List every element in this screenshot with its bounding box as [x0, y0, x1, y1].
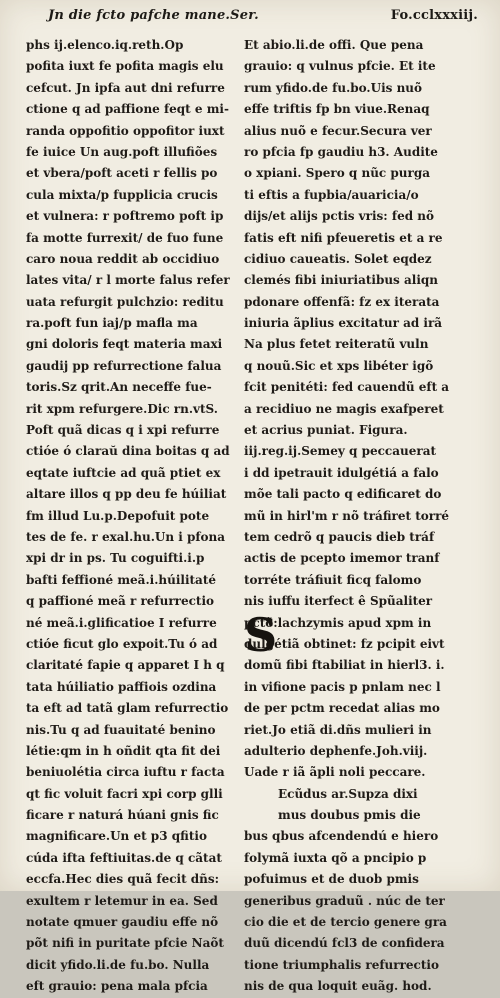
- text-line: Et abio.li.de offi. Que pena: [244, 38, 424, 52]
- text-line: folymã iuxta qõ a pncipio p: [244, 850, 427, 865]
- text-line: ra.poft fun iaj/p mafla ma: [26, 316, 198, 331]
- text-line: eqtate iuftcie ad quã ptiet ex: [26, 465, 221, 480]
- text-line: dijs/et alijs pctis vris: fed nõ: [244, 209, 434, 224]
- page-header: [48, 8, 478, 23]
- text-line: et vbera/poft aceti r fellis po: [26, 166, 218, 181]
- text-line: fe iuice Un aug.poft illufiões: [26, 144, 218, 159]
- text-line: tes de fe. r exal.hu.Un i pfona: [26, 529, 226, 544]
- text-line: caro noua reddit ab occidiuo: [26, 251, 220, 266]
- text-line: ta eft ad tatã glam refurrectio: [26, 701, 229, 716]
- text-line: xpi dr in ps. Tu coguifti.i.p: [26, 551, 205, 566]
- text-line: claritaté fapie q apparet I h q: [26, 658, 225, 673]
- text-line: riet.Jo etiã di.dñs mulieri in: [244, 722, 432, 737]
- text-line: toris.Sz qrit.An neceffe fue-: [26, 380, 212, 395]
- text-line: torréte tráfiuit ficq falomo: [244, 572, 422, 587]
- text-line: fa motte furrexit/ de fuo fune: [26, 230, 224, 245]
- text-line: alius nuõ e fecur.Secura ver: [244, 123, 432, 138]
- text-line: pofita iuxt fe pofita magis elu: [26, 59, 224, 74]
- text-line: randa oppofitio oppofitor iuxt: [26, 123, 225, 138]
- bottom-margin: [0, 790, 500, 891]
- text-line: létie:qm in h oñdit qta fit dei: [26, 743, 221, 758]
- drop-cap-initial: S: [244, 608, 278, 662]
- text-line: o xpiani. Spero q nũc purga: [244, 166, 430, 181]
- text-line: mũ in hirl'm r nõ tráfiret torré: [244, 508, 450, 523]
- text-line: fcit penitéti: fed cauendũ eft a: [244, 380, 450, 395]
- text-line: q paffioné meã r refurrectio: [26, 594, 215, 609]
- text-line: nis iuffu iterfect ê Spũaliter: [244, 594, 433, 609]
- text-line: cefcut. Jn ipfa aut dni refurre: [26, 80, 225, 95]
- text-line: fm illud Lu.p.Depofuit pote: [26, 508, 210, 523]
- text-line: phs ij.elenco.iq.reth.Op: [26, 38, 184, 52]
- text-line: duũ dicendú fcl3 de confidera: [244, 936, 445, 951]
- text-line: actis de pcepto imemor tranf: [244, 551, 440, 566]
- text-line: bus qbus afcendendú e hiero: [244, 829, 439, 844]
- text-line: nis.Tu q ad fuauitaté benino: [26, 722, 216, 737]
- text-line: ro pfcia fp gaudiu h3. Audite: [244, 144, 438, 159]
- text-line: lates vita/ r l morte falus refer: [26, 273, 230, 288]
- text-line: iniuria ãplius excitatur ad irã: [244, 316, 443, 331]
- text-line: eft grauio: pena mala pfcia: [26, 979, 208, 994]
- text-line: beniuolétia circa iuftu r facta: [26, 765, 225, 780]
- text-line: iij.reg.ij.Semey q peccauerat: [244, 444, 437, 459]
- text-line: pofuimus et de duob pmis: [244, 872, 419, 887]
- text-line: in vifione pacis p pnlam nec l: [244, 679, 441, 694]
- text-line: q nouũ.Sic et xps libéter igõ: [244, 358, 434, 373]
- text-line: a recidiuo ne magis exafperet: [244, 401, 444, 416]
- text-line: Poft quã dicas q i xpi refurre: [26, 423, 220, 438]
- text-line: bafti feffioné meã.i.húilitaté: [26, 572, 216, 587]
- text-line: et vulnera: r poftremo poft ip: [26, 209, 224, 224]
- text-line: Ecũdus ar.Supza dixi: [278, 786, 418, 801]
- text-line: fatis eft nifi pfeueretis et a re: [244, 230, 443, 245]
- text-line: Uade r iã ãpli noli peccare.: [244, 765, 426, 780]
- text-line: ctióe ficut glo expoit.Tu ó ad: [26, 636, 218, 651]
- running-title: Jn die fcto pafche mane.Ser.: [48, 8, 259, 23]
- text-line: cula mixta/p fupplicia crucis: [26, 187, 218, 202]
- text-line: cio die et de tercio genere gra: [244, 915, 447, 930]
- text-line: dulgétiã obtinet: fz pcipit eivt: [244, 636, 445, 651]
- text-line: generibus graduũ . núc de ter: [244, 893, 445, 908]
- text-line: cúda ifta feftiuitas.de q cãtat: [26, 850, 222, 865]
- text-line: tata húiliatio paffiois ozdina: [26, 679, 217, 694]
- text-line: gaudij pp refurrectione falua: [26, 358, 222, 373]
- text-line: rit xpm refurgere.Dic rn.vtS.: [26, 401, 218, 416]
- text-line: ti eftis a fupbia/auaricia/o: [244, 187, 419, 202]
- text-line: mõe tali pacto q edificaret do: [244, 487, 442, 502]
- text-line: grauio: q vulnus pfcie. Et ite: [244, 59, 436, 74]
- text-line: pdonare offenfã: fz ex iterata: [244, 294, 440, 309]
- text-line: clemés fibi iniuriatibus aliqn: [244, 273, 438, 288]
- text-line: Na plus fetet reiteratũ vuln: [244, 337, 429, 352]
- text-line: magnificare.Un et p3 qfitio: [26, 829, 207, 844]
- text-line: notate qmuer gaudiu effe nõ: [26, 915, 219, 930]
- text-line: nis de qua loquit euãg. hod.: [244, 979, 432, 994]
- text-line: rum yfido.de fu.bo.Uis nuõ: [244, 80, 423, 95]
- text-line: tione triumphalis refurrectio: [244, 957, 439, 972]
- text-line: uata refurgit pulchzio: reditu: [26, 294, 224, 309]
- text-line: qt fic voluit facri xpi corp glli: [26, 786, 223, 801]
- text-line: domũ fibi ftabiliat in hierl3. i.: [244, 658, 445, 673]
- text-line: i dd ipetrauit idulgétiá a falo: [244, 465, 439, 480]
- text-line: ctione q ad paffione feqt e mi-: [26, 102, 229, 117]
- text-line: altare illos q pp deu fe húiliat: [26, 487, 227, 502]
- text-line: põt nifi in puritate pfcie Naõt: [26, 936, 224, 951]
- text-line: cidiuo caueatis. Solet eqdez: [244, 251, 432, 266]
- text-line: et acrius puniat. Figura.: [244, 423, 408, 438]
- text-line: dicit yfido.li.de fu.bo. Nulla: [26, 957, 210, 972]
- text-line: ficare r naturá húani gnis fic: [26, 808, 219, 823]
- folio-number: Fo.cclxxxiij.: [390, 8, 478, 23]
- text-line: gni doloris feqt materia maxi: [26, 337, 223, 352]
- text-line: exultem r letemur in ea. Sed: [26, 893, 218, 908]
- text-line: mus doubus pmis die: [278, 808, 421, 823]
- text-line: pctõ:lachzymis apud xpm in: [244, 615, 432, 630]
- text-line: ctióe ó claraŭ dina boitas q ad: [26, 444, 230, 459]
- text-line: effe triftis fp bn viue.Renaq: [244, 102, 430, 117]
- text-line: tem cedrõ q paucis dieb tráf: [244, 529, 435, 544]
- text-line: adulterio dephenfe.Joh.viij.: [244, 743, 428, 758]
- text-line: eccfa.Hec dies quã fecit dñs:: [26, 872, 220, 887]
- text-line: né meã.i.glificatioe I refurre: [26, 615, 217, 630]
- text-line: de per pctm recedat alias mo: [244, 701, 440, 716]
